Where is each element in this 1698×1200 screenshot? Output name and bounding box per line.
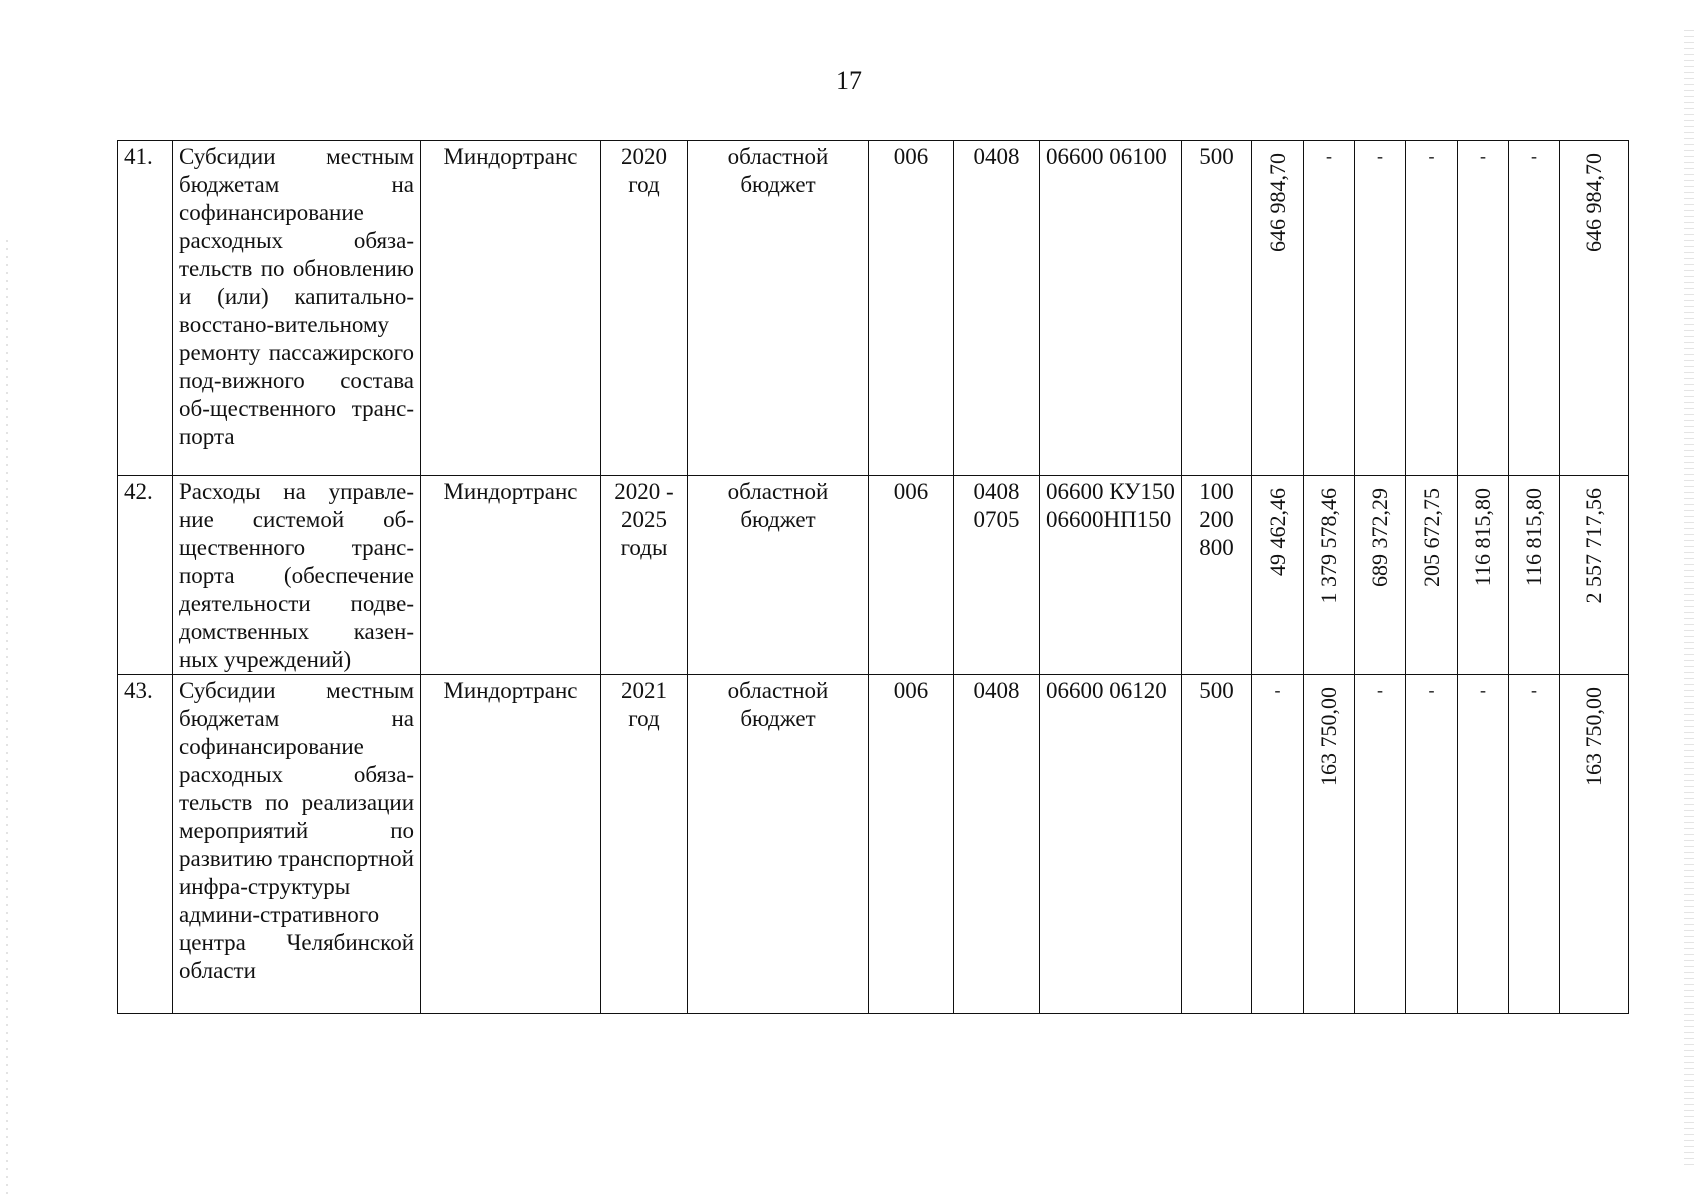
period [601,141,688,476]
cell-line: 500 [1199,678,1234,703]
amount-year-2025 [1509,476,1560,675]
amount-wrap [1258,143,1297,252]
dash-mark: - [1326,146,1332,166]
cell-line: 800 [1199,535,1234,560]
measure-name: Расходы на управле-ние системой об-щественного транс-порта (обеспечение деятельности подве-домственных казен-ных учреждений) [173,476,421,675]
cell-line: 500 [1199,144,1234,169]
amount-year-2021 [1304,675,1355,1014]
dash-mark: - [1531,146,1537,166]
scan-edge-right [1684,30,1694,1170]
amount-wrap [1566,677,1622,786]
dash-mark: - [1531,680,1537,700]
scan-edge-left [6,240,8,1200]
dash-mark: - [1428,680,1435,700]
amount-text: 689 372,29 [1367,488,1392,587]
amount-year-2025 [1509,675,1560,1014]
cell-line: областной [727,678,829,703]
amount-total [1560,141,1629,476]
amount-year-2023 [1406,476,1458,675]
amount-text: 2 557 717,56 [1581,488,1606,604]
amount-year-2025 [1509,141,1560,476]
amount-wrap [1258,478,1297,576]
amount-text: 116 815,80 [1521,488,1546,587]
amount-year-2022 [1355,476,1406,675]
amount-year-2020 [1252,476,1304,675]
amount-text: 1 379 578,46 [1316,488,1341,604]
cell-line: бюджет [740,507,816,532]
rzpr-code [954,675,1040,1014]
cell-line: 0408 [973,144,1020,169]
amount-total [1560,476,1629,675]
cell-line: год [628,172,660,197]
executor: Миндортранс [421,476,601,675]
cell-line: 2020 [621,144,667,169]
page-number: 17 [836,66,862,95]
dash-mark: - [1377,680,1383,700]
amount-text: 646 984,70 [1264,153,1290,252]
cell-line: бюджет [740,706,816,731]
grbs-code: 006 [869,476,954,675]
amount-wrap [1361,478,1399,587]
dash-mark: - [1428,146,1435,166]
amount-year-2023 [1406,675,1458,1014]
amount-text: 205 672,75 [1418,488,1444,587]
amount-wrap [1310,478,1348,604]
vr-code [1182,476,1252,675]
funding-source [688,476,869,675]
amount-year-2021 [1304,141,1355,476]
cell-line: год [628,706,660,731]
cell-line: 06600НП150 [1046,507,1172,532]
cell-line: 2025 [621,507,667,532]
cell-line: 0408 [973,678,1020,703]
amount-text: 49 462,46 [1264,488,1290,576]
rzpr-code [954,476,1040,675]
csr-code [1040,476,1182,675]
cell-line: областной [727,144,829,169]
vr-code [1182,141,1252,476]
cell-line: 0705 [973,507,1020,532]
executor: Миндортранс [421,141,601,476]
period [601,675,688,1014]
row-number: 42. [118,476,173,675]
amount-year-2020 [1252,675,1304,1014]
cell-line: 2021 [621,678,667,703]
period [601,476,688,675]
grbs-code: 006 [869,675,954,1014]
cell-line: 06600 КУ150 [1046,479,1175,504]
executor: Миндортранс [421,675,601,1014]
amount-text: 646 984,70 [1581,153,1606,252]
amount-text: 163 750,00 [1316,687,1341,786]
cell-line: 06600 06100 [1046,144,1167,169]
measure-name: Субсидии местным бюджетам на софинансирование расходных обяза-тельств по реализации мероприятий по развитию транспортной инфра-структуры админи-стративного центра Челябинской области [173,675,421,1014]
table-row [118,141,1629,476]
funding-source [688,675,869,1014]
amount-wrap [1566,478,1622,604]
amount-year-2023 [1406,141,1458,476]
amount-year-2021 [1304,476,1355,675]
amount-year-2024 [1458,141,1509,476]
rzpr-code [954,141,1040,476]
amount-wrap [1412,478,1451,587]
dash-mark: - [1480,146,1486,166]
cell-line: 0408 [973,479,1020,504]
table-row [118,476,1629,675]
amount-year-2022 [1355,675,1406,1014]
amount-text: 163 750,00 [1581,687,1606,786]
grbs-code: 006 [869,141,954,476]
cell-line: годы [620,535,668,560]
amount-wrap [1464,478,1502,586]
csr-code [1040,141,1182,476]
dash-mark: - [1377,146,1383,166]
amount-text: 116 815,80 [1470,488,1495,587]
cell-line: областной [727,479,829,504]
amount-wrap [1515,478,1553,586]
csr-code [1040,675,1182,1014]
amount-total [1560,675,1629,1014]
vr-code [1182,675,1252,1014]
amount-year-2022 [1355,141,1406,476]
measure-name: Субсидии местным бюджетам на софинансирование расходных обяза-тельств по обновлению и (или) капитально-восстано-вительному ремонту пассажирского под-вижного состава об-щественного транс-порта [173,141,421,476]
row-number: 41. [118,141,173,476]
dash-mark: - [1274,680,1281,700]
amount-year-2024 [1458,476,1509,675]
table-row [118,675,1629,1014]
cell-line: 06600 06120 [1046,678,1167,703]
amount-year-2024 [1458,675,1509,1014]
row-number: 43. [118,675,173,1014]
cell-line: 2020 - [614,479,674,504]
dash-mark: - [1480,680,1486,700]
cell-line: 100 [1199,479,1234,504]
funding-source [688,141,869,476]
budget-table [117,140,1629,1014]
cell-line: бюджет [740,172,816,197]
amount-wrap [1566,143,1622,252]
cell-line: 200 [1199,507,1234,532]
amount-year-2020 [1252,141,1304,476]
amount-wrap [1310,677,1348,786]
